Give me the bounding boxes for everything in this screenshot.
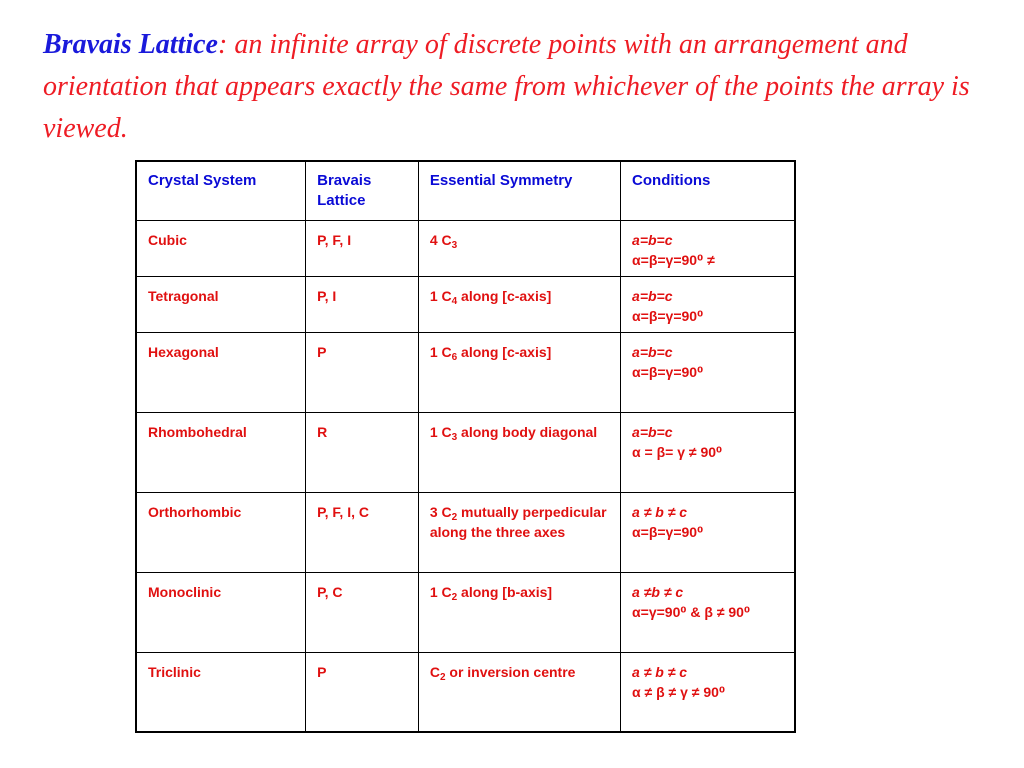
table-row — [136, 572, 795, 652]
symmetry-sub: 4 — [451, 295, 458, 307]
angle-condition: α=γ=90⁰ & β ≠ 90⁰ — [632, 603, 751, 620]
crystal-system-cell: Triclinic — [136, 652, 306, 732]
symmetry-post: mutually perpedicular along the three axes — [429, 503, 607, 540]
symmetry-pre: 1 C — [429, 343, 452, 360]
conditions-cell — [621, 276, 795, 332]
definition-term: Bravais Lattice — [43, 29, 218, 60]
symmetry-cell — [418, 412, 620, 492]
axis-condition: a=b=c — [632, 423, 673, 440]
axis-condition: a ≠b ≠ c — [632, 583, 684, 600]
bravais-lattice-table — [135, 160, 796, 733]
symmetry-cell — [418, 332, 620, 412]
table-header-row — [136, 161, 795, 220]
crystal-system-cell: Rhombohedral — [136, 412, 306, 492]
symmetry-cell — [418, 492, 620, 572]
lattice-cell: P, I — [306, 276, 419, 332]
definition-text: an infinite array of discrete points with an arrangement and orientation that appears exactly the same from whichever of the points the array is viewed. — [43, 29, 970, 144]
table-row — [136, 412, 795, 492]
symmetry-cell — [418, 652, 620, 732]
conditions-cell — [621, 492, 795, 572]
lattice-cell: P, F, I, C — [306, 492, 419, 572]
axis-condition: a=b=c — [632, 343, 673, 360]
angle-condition: α=β=γ=90⁰ — [632, 363, 704, 380]
table-row — [136, 492, 795, 572]
symmetry-sub: 2 — [451, 511, 458, 523]
symmetry-cell — [418, 572, 620, 652]
lattice-cell: R — [306, 412, 419, 492]
crystal-system-cell: Cubic — [136, 220, 306, 276]
symmetry-pre: 1 C — [429, 583, 452, 600]
crystal-system-cell: Hexagonal — [136, 332, 306, 412]
symmetry-post: or inversion centre — [445, 663, 576, 680]
symmetry-sub: 2 — [451, 591, 458, 603]
symmetry-sub: 3 — [451, 431, 458, 443]
crystal-system-cell: Tetragonal — [136, 276, 306, 332]
header-essential-symmetry: Essential Symmetry — [418, 161, 620, 220]
symmetry-post: along [b-axis] — [457, 583, 553, 600]
angle-condition: α=β=γ=90⁰ — [632, 307, 704, 324]
lattice-cell: P — [306, 332, 419, 412]
lattice-cell: P, F, I — [306, 220, 419, 276]
angle-condition: α ≠ β ≠ γ ≠ 90⁰ — [632, 683, 726, 700]
table-row — [136, 652, 795, 732]
lattice-cell: P — [306, 652, 419, 732]
symmetry-pre: 1 C — [429, 287, 452, 304]
angle-condition: α=β=γ=90⁰ ≠ — [632, 251, 715, 268]
lattice-cell: P, C — [306, 572, 419, 652]
axis-condition: a=b=c — [632, 287, 673, 304]
header-bravais-lattice: Bravais Lattice — [306, 161, 419, 220]
table-row — [136, 332, 795, 412]
angle-condition: α = β= γ ≠ 90⁰ — [632, 443, 723, 460]
crystal-system-cell: Monoclinic — [136, 572, 306, 652]
symmetry-sub: 6 — [451, 351, 458, 363]
symmetry-post: along [c-axis] — [457, 287, 552, 304]
conditions-cell — [621, 220, 795, 276]
symmetry-sub: 2 — [439, 671, 446, 683]
conditions-cell — [621, 332, 795, 412]
table-row — [136, 220, 795, 276]
symmetry-pre: C — [429, 663, 440, 680]
axis-condition: a ≠ b ≠ c — [632, 503, 688, 520]
crystal-system-cell: Orthorhombic — [136, 492, 306, 572]
symmetry-sub: 3 — [451, 239, 458, 251]
symmetry-pre: 4 C — [429, 231, 452, 248]
symmetry-post: along [c-axis] — [457, 343, 552, 360]
header-crystal-system: Crystal System — [136, 161, 306, 220]
definition-colon: : — [217, 29, 228, 60]
symmetry-post: along body diagonal — [457, 423, 598, 440]
conditions-cell — [621, 572, 795, 652]
header-conditions: Conditions — [621, 161, 795, 220]
axis-condition: a ≠ b ≠ c — [632, 663, 688, 680]
angle-condition: α=β=γ=90⁰ — [632, 523, 704, 540]
symmetry-pre: 3 C — [429, 503, 452, 520]
conditions-cell — [621, 412, 795, 492]
table-row — [136, 276, 795, 332]
symmetry-cell — [418, 220, 620, 276]
symmetry-pre: 1 C — [429, 423, 452, 440]
symmetry-cell — [418, 276, 620, 332]
conditions-cell — [621, 652, 795, 732]
axis-condition: a=b=c — [632, 231, 673, 248]
bravais-definition — [43, 24, 1003, 150]
